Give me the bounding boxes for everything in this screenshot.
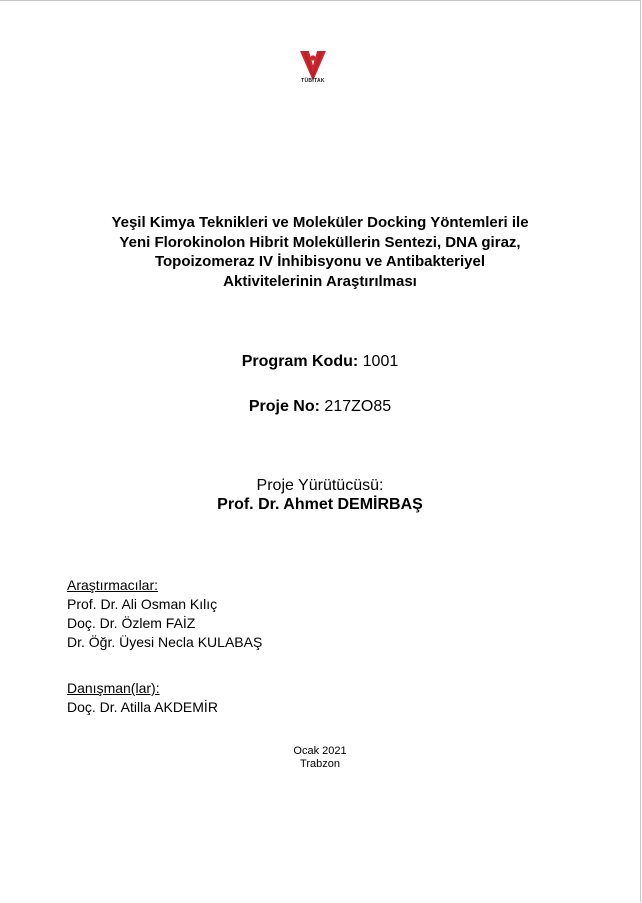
program-code — [0, 353, 640, 371]
researcher-name: Prof. Dr. Ali Osman Kılıç — [67, 596, 218, 612]
title-line: Aktivitelerinin Araştırılması — [223, 272, 417, 290]
advisor-name: Doç. Dr. Atilla AKDEMİR — [67, 699, 218, 715]
title-line: Yeni Florokinolon Hibrit Moleküllerin Sentezi, DNA giraz, — [119, 233, 521, 251]
title-line: Yeşil Kimya Teknikleri ve Moleküler Docking Yöntemleri ile — [111, 214, 529, 231]
executive-name: Prof. Dr. Ahmet DEMİRBAŞ — [217, 496, 423, 513]
footer-date: Ocak 2021 — [293, 745, 347, 757]
report-title — [40, 213, 600, 291]
project-number-label: Proje No: — [248, 398, 320, 415]
advisors-section — [67, 679, 218, 717]
researchers-section — [67, 576, 262, 652]
footer-city: Trabzon — [300, 758, 340, 770]
project-number-value: 217ZO85 — [324, 398, 392, 415]
executive-label: Proje Yürütücüsü: — [256, 477, 384, 494]
project-number — [0, 398, 640, 416]
logo-text: TÜBİTAK — [301, 78, 325, 84]
researchers-heading: Araştırmacılar: — [67, 577, 159, 593]
title-line: Topoizomeraz IV İnhibisyonu ve Antibakteriyel — [154, 253, 486, 270]
program-code-value: 1001 — [362, 353, 399, 370]
program-code-label: Program Kodu: — [241, 353, 359, 370]
researcher-name: Dr. Öğr. Üyesi Necla KULABAŞ — [67, 634, 263, 650]
footer — [0, 745, 640, 771]
researcher-name: Doç. Dr. Özlem FAİZ — [67, 615, 196, 631]
advisors-heading: Danışman(lar): — [67, 680, 160, 696]
